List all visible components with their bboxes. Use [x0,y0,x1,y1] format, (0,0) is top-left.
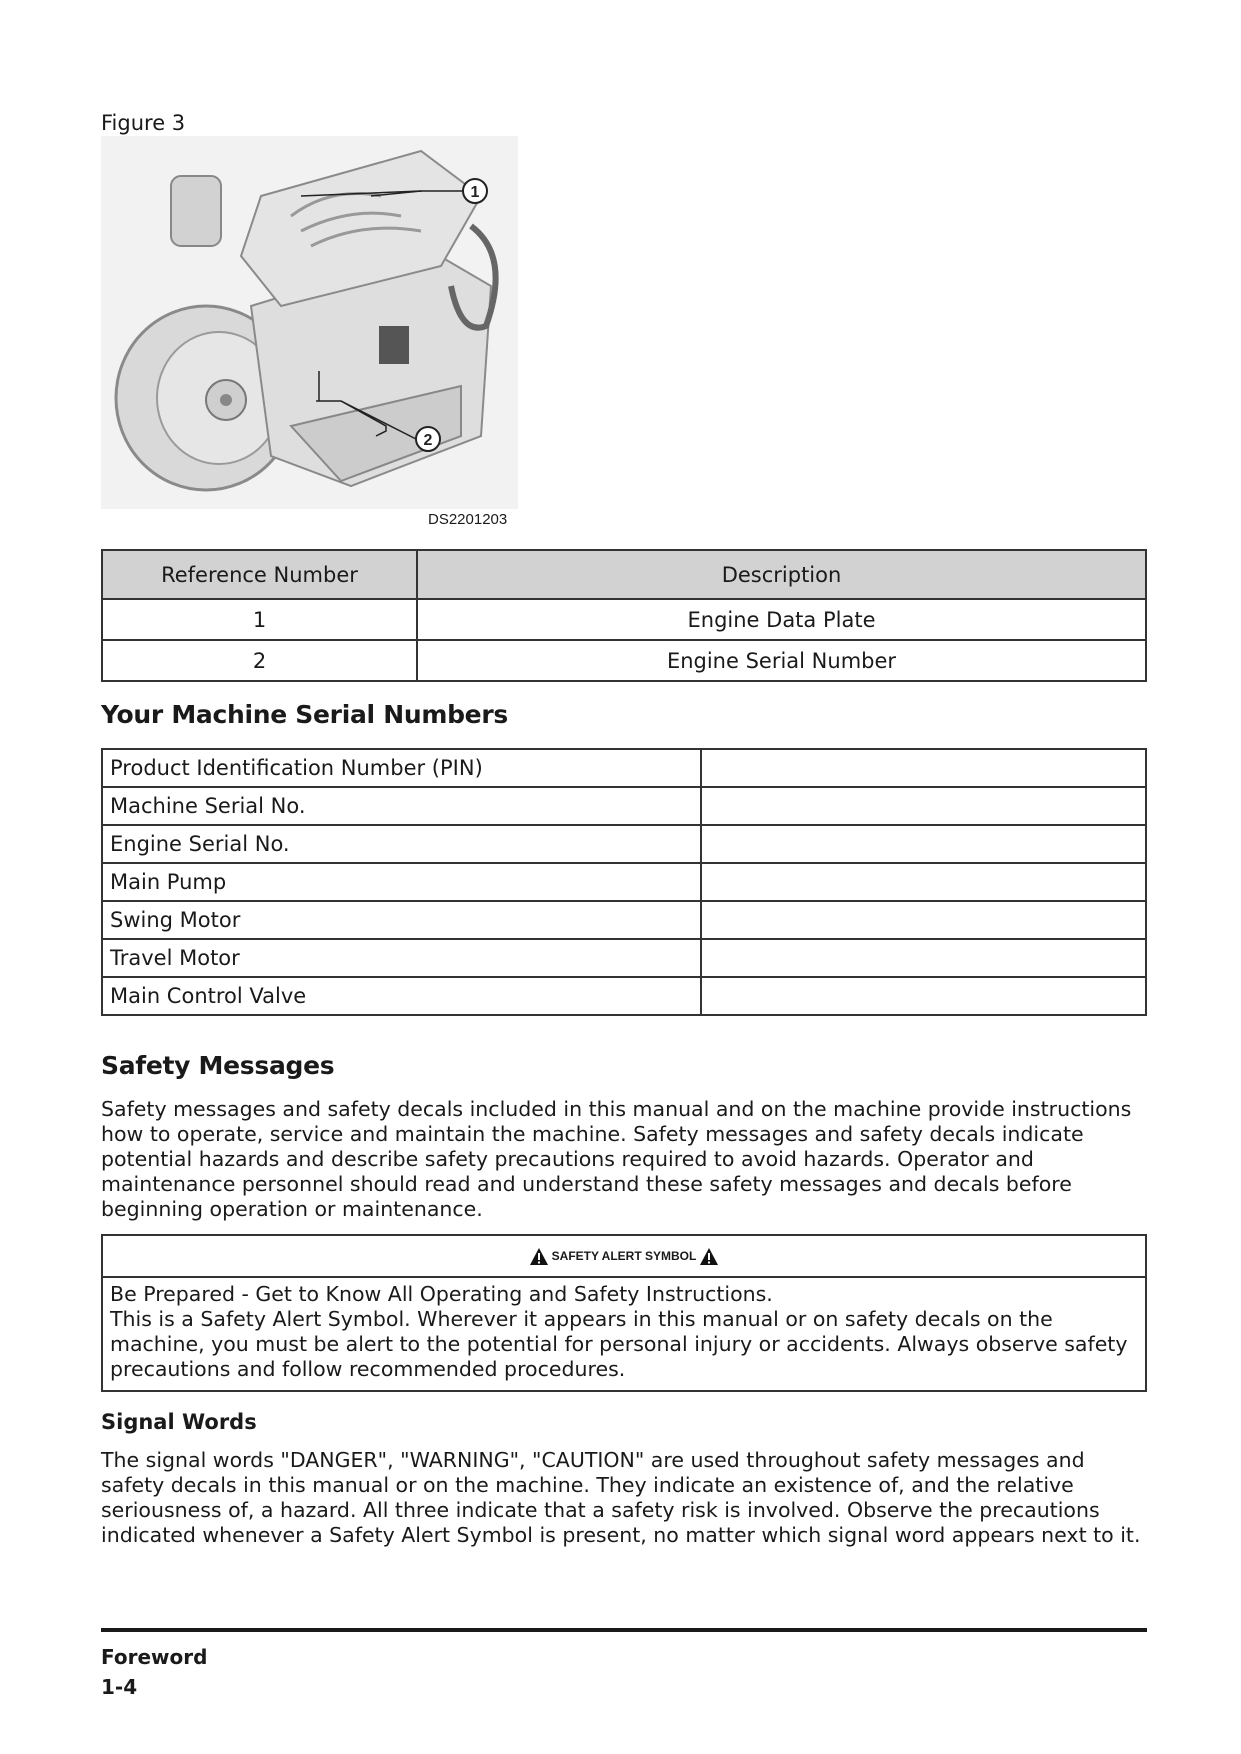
figure-caption: Figure 3 [101,111,186,135]
callout-2 [416,427,440,451]
table-row [102,749,1146,787]
svg-text:1: 1 [470,184,480,201]
serial-numbers-table [101,748,1147,1016]
figure-code: DS2201203 [428,511,508,528]
serial-label-cell: Engine Serial No. [102,825,701,863]
warning-triangle-icon [529,1247,549,1266]
serial-label-cell: Product Identification Number (PIN) [102,749,701,787]
signal-words-paragraph: The signal words "DANGER", "WARNING", "CAUTION" are used throughout safety messages and safety decals in this manual or on the machine. They indicate an existence of, and the relative seriousness of, a hazard. All three indicate that a safety risk is involved. Observe the precautions indicated whenever a Safety Alert Symbol is present, no matter which signal word appears next to it. [101,1448,1141,1547]
table-row [102,977,1146,1015]
serial-label-cell: Swing Motor [102,901,701,939]
serial-value-cell [701,939,1146,977]
safety-alert-label: SAFETY ALERT SYMBOL [551,1249,697,1263]
callout-1 [463,179,487,203]
footer-page-number: 1-4 [101,1675,138,1699]
safety-paragraph: Safety messages and safety decals included in this manual and on the machine provide instructions how to operate, service and maintain the machine. Safety messages and safety decals indicate potential hazards and describe safety precautions required to avoid hazards. Operator and maintenance personnel should read and understand these safety messages and decals before beginning operation or maintenance. [101,1097,1132,1221]
engine-illustration [101,136,518,509]
table-row [102,939,1146,977]
table-row [102,640,1146,681]
section-heading-serial-numbers: Your Machine Serial Numbers [101,700,508,729]
footer-section-name: Foreword [101,1645,208,1669]
table-row [102,863,1146,901]
safety-alert-header [103,1236,1145,1278]
column-header: Reference Number [102,550,417,599]
footer-divider [101,1628,1147,1632]
description-cell: Engine Serial Number [417,640,1146,681]
serial-label-cell: Travel Motor [102,939,701,977]
safety-alert-body [103,1278,1145,1390]
warning-triangle-icon [699,1247,719,1266]
table-row [102,901,1146,939]
description-cell: Engine Data Plate [417,599,1146,640]
safety-alert-box [101,1234,1147,1392]
reference-table [101,549,1147,682]
table-row [102,599,1146,640]
section-heading-signal-words: Signal Words [101,1410,257,1434]
column-header: Description [417,550,1146,599]
table-row [102,825,1146,863]
safety-alert-line: Be Prepared - Get to Know All Operating and Safety Instructions. [110,1282,773,1306]
svg-text:2: 2 [423,432,433,449]
serial-value-cell [701,863,1146,901]
serial-value-cell [701,749,1146,787]
serial-label-cell: Machine Serial No. [102,787,701,825]
reference-number-cell: 1 [102,599,417,640]
serial-value-cell [701,977,1146,1015]
serial-value-cell [701,787,1146,825]
serial-label-cell: Main Control Valve [102,977,701,1015]
table-row [102,787,1146,825]
serial-value-cell [701,901,1146,939]
serial-value-cell [701,825,1146,863]
safety-alert-line: This is a Safety Alert Symbol. Wherever it appears in this manual or on safety decals on the machine, you must be alert to the potential for personal injury or accidents. Always observe safety precautions and follow recommended procedures. [110,1307,1128,1381]
reference-number-cell: 2 [102,640,417,681]
section-heading-safety-messages: Safety Messages [101,1051,335,1080]
serial-label-cell: Main Pump [102,863,701,901]
